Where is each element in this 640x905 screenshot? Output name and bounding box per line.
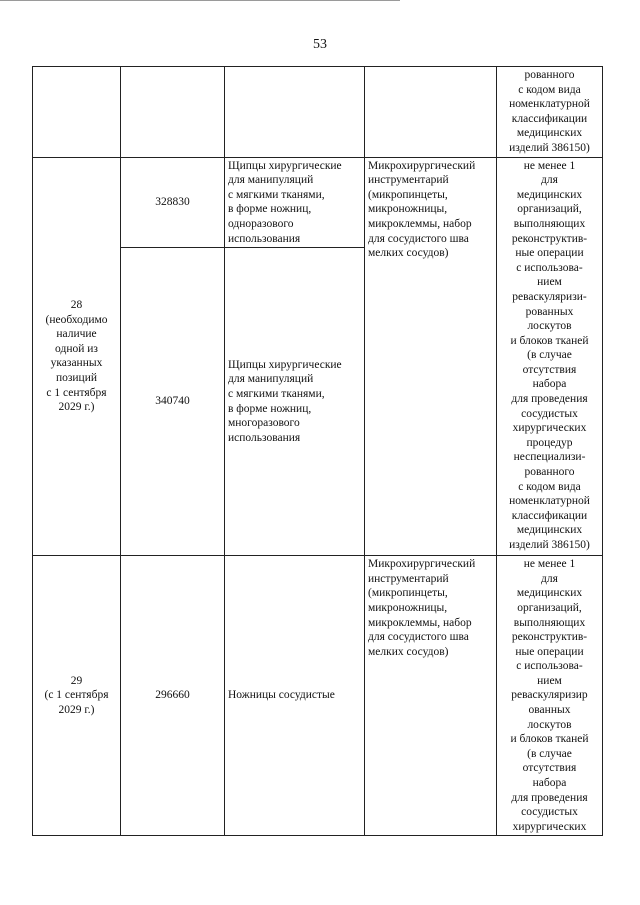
cell-text-line: в форме ножниц, bbox=[228, 402, 312, 415]
cell-text-line: позиций bbox=[55, 371, 98, 384]
cell-text-line: реваскуляризи- bbox=[512, 290, 587, 303]
cell-text-line: одноразового bbox=[228, 217, 294, 230]
cell-text-line: сосудистых bbox=[521, 806, 578, 819]
cell-text-line: (микропинцеты, bbox=[368, 188, 448, 201]
cell-text-line: организаций, bbox=[517, 203, 582, 216]
cell-text-line: рованного bbox=[524, 466, 575, 479]
cell-text-line: Ножницы сосудистые bbox=[228, 689, 335, 702]
cell-text-line: наличие bbox=[56, 328, 97, 341]
cell-text-line: с 1 сентября bbox=[46, 386, 107, 399]
cell-text-line: выполняющих bbox=[513, 217, 586, 230]
cell-text-line: (необходимо bbox=[45, 313, 108, 326]
cell-text-line: инструментарий bbox=[368, 174, 449, 187]
cell-text-line: (микропинцеты, bbox=[368, 587, 448, 600]
cell-text-line: классификации bbox=[511, 509, 588, 522]
page-number: 53 bbox=[313, 37, 327, 52]
cell-text-line: (с 1 сентября bbox=[44, 689, 109, 702]
cell-text-line: неспециализи- bbox=[513, 451, 586, 464]
cell-code-296660: 296660 bbox=[121, 556, 225, 836]
cell-text-line: изделий 386150) bbox=[509, 141, 590, 154]
cell-condition bbox=[497, 67, 603, 158]
cell-text-line: и блоков тканей bbox=[510, 733, 589, 746]
cell-text-line: с кодом вида bbox=[518, 83, 581, 96]
cell-text-line: набора bbox=[532, 378, 567, 391]
cell-text-line: ные операции bbox=[515, 247, 584, 260]
cell-text-line: номенклатурной bbox=[509, 495, 590, 508]
cell-text-line: и блоков тканей bbox=[510, 334, 589, 347]
cell-position bbox=[33, 67, 121, 158]
cell-text-line: для манипуляций bbox=[228, 373, 314, 386]
cell-text-line: медицинских bbox=[516, 188, 583, 201]
cell-text-line: инструментарий bbox=[368, 572, 449, 585]
cell-code bbox=[121, 67, 225, 158]
cell-text-line: с использова- bbox=[516, 261, 583, 274]
cell-text-line: реконструктив- bbox=[511, 631, 588, 644]
cell-code-340740: 340740 bbox=[121, 248, 225, 556]
cell-text-line: с мягкими тканями, bbox=[228, 188, 325, 201]
cell-text-line: отсутствия bbox=[522, 363, 577, 376]
cell-text-line: для проведения bbox=[511, 393, 588, 406]
cell-text-line: лоскутов bbox=[527, 718, 572, 731]
cell-text-line: мелких сосудов) bbox=[368, 645, 449, 658]
cell-text-line: мелких сосудов) bbox=[368, 247, 449, 260]
cell-text-line: использования bbox=[228, 232, 301, 245]
cell-text-line: рованных bbox=[525, 305, 574, 318]
cell-text-line: одной из bbox=[55, 342, 98, 355]
cell-text-line: для сосудистого шва bbox=[368, 232, 469, 245]
cell-text-line: микроножницы, bbox=[368, 203, 448, 216]
cell-text-line: организаций, bbox=[517, 601, 582, 614]
cell-text-line: рованного bbox=[524, 69, 575, 81]
cell-text-line: выполняющих bbox=[513, 616, 586, 629]
cell-name bbox=[225, 67, 365, 158]
cell-text-line: реконструктив- bbox=[511, 232, 588, 245]
cell-text-line: изделий 386150) bbox=[509, 539, 590, 551]
cell-text-line: не менее 1 bbox=[523, 558, 576, 571]
cell-text-line: ованных bbox=[528, 704, 571, 717]
cell-text-line: лоскутов bbox=[527, 320, 572, 333]
cell-text-line: с кодом вида bbox=[518, 480, 581, 493]
cell-text-line: классификации bbox=[511, 112, 588, 125]
cell-condition-28 bbox=[497, 157, 603, 556]
cell-position-29 bbox=[33, 556, 121, 836]
table-row-29 bbox=[33, 556, 603, 836]
cell-text-line: Микрохирургический bbox=[368, 159, 476, 172]
cell-text-line: (в случае bbox=[527, 747, 572, 760]
cell-text-line: Микрохирургический bbox=[368, 558, 476, 571]
cell-text-line: с использова- bbox=[516, 660, 583, 673]
cell-condition-29 bbox=[497, 556, 603, 836]
cell-text-line: для bbox=[541, 174, 558, 187]
cell-text-line: нием bbox=[537, 674, 562, 687]
cell-text-line: набора bbox=[532, 777, 567, 790]
cell-text-line: Щипцы хирургические bbox=[228, 159, 342, 172]
scan-edge-line bbox=[0, 0, 400, 1]
cell-name-296660 bbox=[225, 556, 365, 836]
cell-text-line: для проведения bbox=[511, 791, 588, 804]
cell-text-line: хирургических bbox=[512, 820, 587, 833]
cell-text-line: 28 bbox=[70, 298, 83, 311]
cell-text-line: указанных bbox=[50, 357, 103, 370]
cell-text-line: медицинских bbox=[516, 587, 583, 600]
cell-text-line: Щипцы хирургические bbox=[228, 358, 342, 371]
table-row-continuation bbox=[33, 67, 603, 158]
cell-text-line: многоразового bbox=[228, 417, 300, 430]
cell-text-line: микроножницы, bbox=[368, 601, 448, 614]
cell-text-line: 2029 г.) bbox=[58, 704, 95, 717]
cell-text-line: хирургических bbox=[512, 422, 587, 435]
cell-text-line: для bbox=[541, 572, 558, 585]
cell-equipment-29 bbox=[365, 556, 497, 836]
cell-text-line: номенклатурной bbox=[509, 98, 590, 111]
cell-name-340740 bbox=[225, 248, 365, 556]
cell-text-line: нием bbox=[537, 276, 562, 289]
cell-text-line: микроклеммы, набор bbox=[368, 217, 472, 230]
cell-text-line: для манипуляций bbox=[228, 174, 314, 187]
cell-equipment-28 bbox=[365, 157, 497, 556]
cell-name-328830 bbox=[225, 157, 365, 248]
cell-text-line: в форме ножниц, bbox=[228, 203, 312, 216]
cell-text-line: (в случае bbox=[527, 349, 572, 362]
cell-text-line: медицинских bbox=[516, 524, 583, 537]
cell-text-line: ные операции bbox=[515, 645, 584, 658]
cell-text-line: для сосудистого шва bbox=[368, 631, 469, 644]
cell-text-line: 29 bbox=[70, 674, 83, 687]
cell-text-line: медицинских bbox=[516, 127, 583, 140]
cell-position-28 bbox=[33, 157, 121, 556]
cell-text-line: отсутствия bbox=[522, 762, 577, 775]
equipment-table bbox=[32, 66, 603, 836]
cell-code-328830: 328830 bbox=[121, 157, 225, 248]
cell-text-line: процедур bbox=[526, 436, 573, 449]
cell-text-line: 2029 г.) bbox=[58, 401, 95, 414]
cell-text-line: использования bbox=[228, 431, 301, 444]
table-row-28a bbox=[33, 157, 603, 248]
cell-text-line: микроклеммы, набор bbox=[368, 616, 472, 629]
cell-text-line: не менее 1 bbox=[523, 159, 576, 172]
cell-text-line: сосудистых bbox=[521, 407, 578, 420]
cell-text-line: реваскуляризир bbox=[511, 689, 588, 702]
cell-text-line: с мягкими тканями, bbox=[228, 388, 325, 401]
cell-equipment bbox=[365, 67, 497, 158]
